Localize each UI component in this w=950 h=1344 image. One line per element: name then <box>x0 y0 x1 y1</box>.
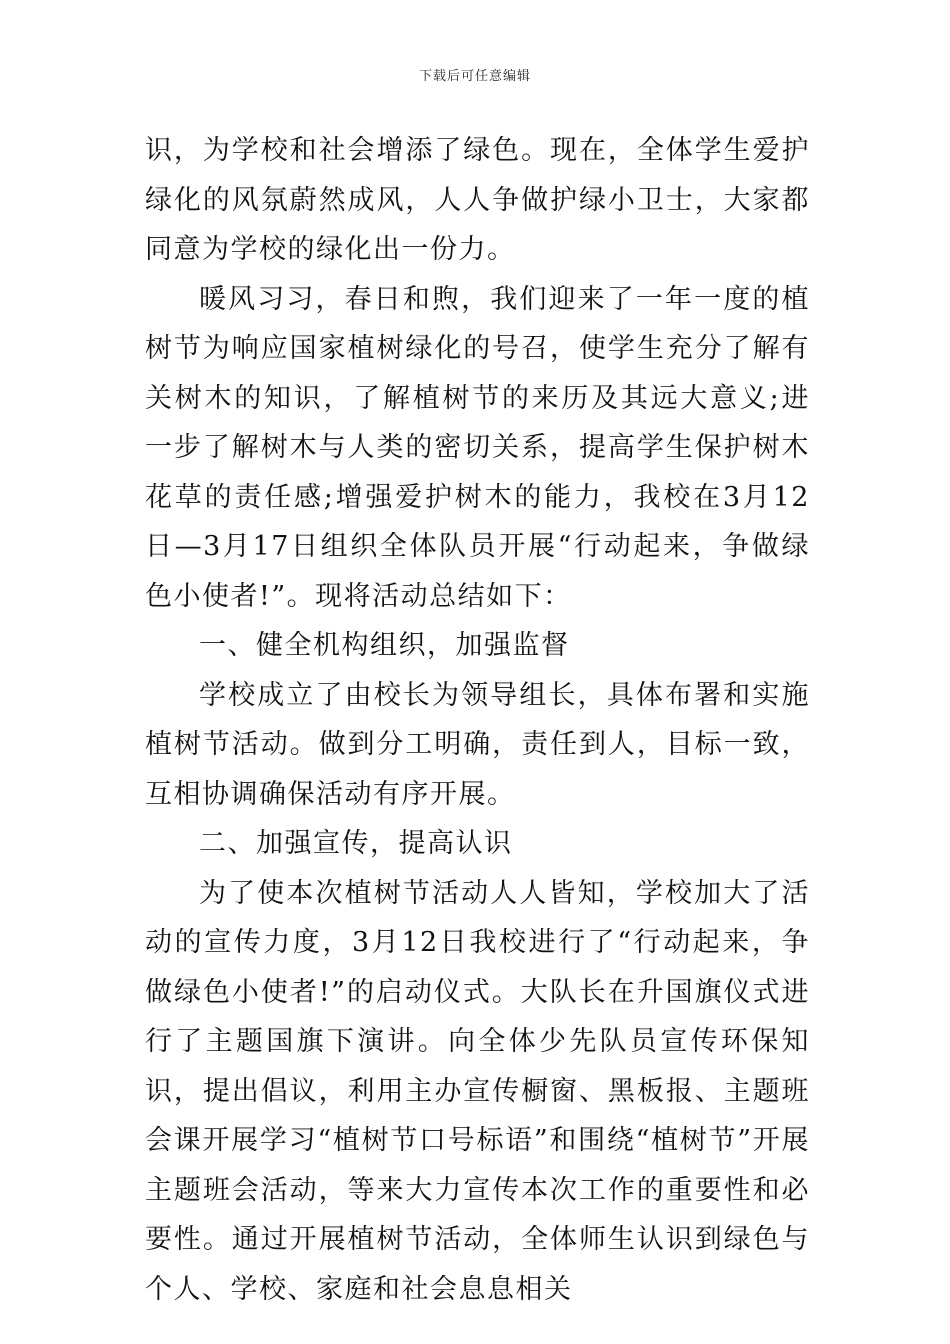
document-body <box>145 126 810 1314</box>
section-heading-2: 二、加强宣传，提高认识 <box>199 828 513 859</box>
header-note: 下载后可任意编辑 <box>418 69 531 84</box>
section-heading-1: 一、健全机构组织，加强监督 <box>199 630 570 661</box>
paragraph-organization: 学校成立了由校长为领导组长，具体布署和实施植树节活动。做到分工明确，责任到人，目标一致，互相协调确保活动有序开展。 <box>145 679 810 810</box>
paragraph-intro: 暖风习习，春日和煦，我们迎来了一年一度的植树节为响应国家植树绿化的号召，使学生充分了解有关树木的知识，了解植树节的来历及其远大意义;进一步了解树木与人类的密切关系，提高学生保护树木花草的责任感;增强爱护树木的能力，我校在3月12日—3月17日组织全体队员开展“行动起来，争做绿色小使者!”。现将活动总结如下： <box>145 283 810 612</box>
paragraph-publicity: 为了使本次植树节活动人人皆知，学校加大了活动的宣传力度，3月12日我校进行了“行动起来，争做绿色小使者!”的启动仪式。大队长在升国旗仪式进行了主题国旗下演讲。向全体少先队员宣传环保知识，提出倡议，利用主办宣传橱窗、黑板报、主题班会课开展学习“植树节口号标语”和围绕“植树节”开展主题班会活动，等来大力宣传本次工作的重要性和必要性。通过开展植树节活动，全体师生认识到绿色与个人、学校、家庭和社会息息相关 <box>145 877 810 1305</box>
paragraph-continuation: 识，为学校和社会增添了绿色。现在，全体学生爱护绿化的风氛蔚然成风，人人争做护绿小卫士，大家都同意为学校的绿化出一份力。 <box>145 135 810 265</box>
